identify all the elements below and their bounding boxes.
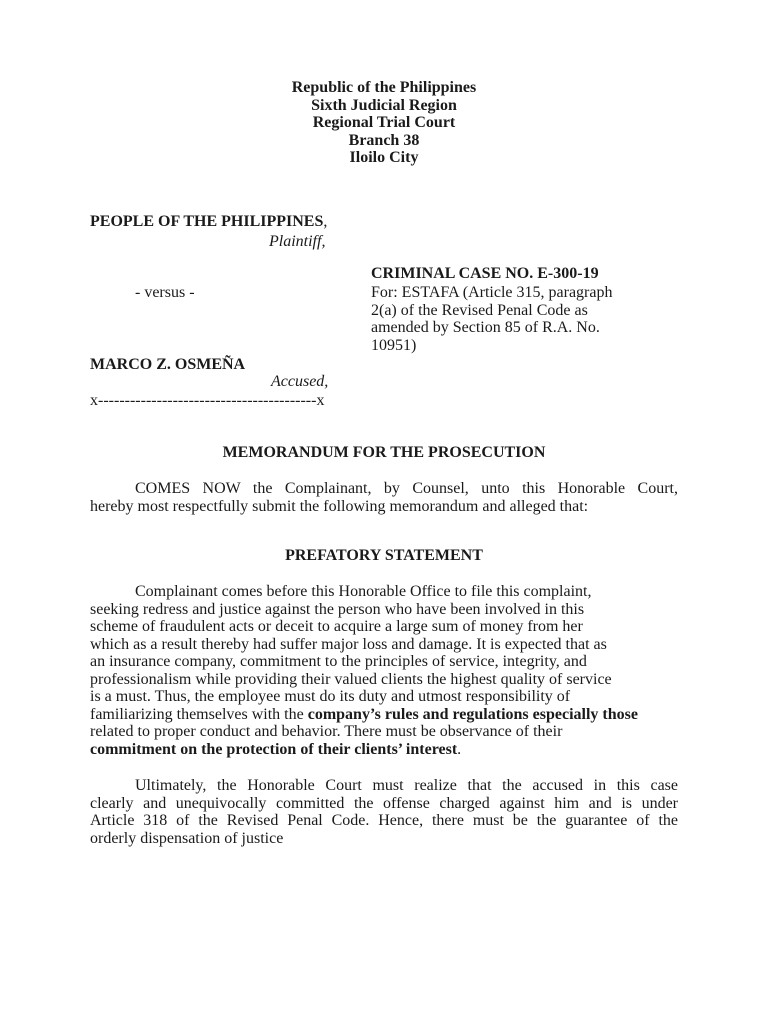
- paragraph-line: Article 318 of the Revised Penal Code. Hence, there must be the guarantee of the: [90, 812, 678, 829]
- intro-paragraph: [90, 480, 678, 515]
- prefatory-paragraph: [90, 583, 678, 758]
- court-header-line: Republic of the Philippines: [291, 79, 477, 96]
- accused-role: Accused,: [271, 373, 329, 390]
- plaintiff-name-text: PEOPLE OF THE PHILIPPINES: [90, 213, 324, 230]
- case-description-line: amended by Section 85 of R.A. No.: [371, 319, 600, 336]
- paragraph-line: professionalism while providing their valued clients the highest quality of service: [90, 670, 612, 688]
- paragraph-line: hereby most respectfully submit the following memorandum and alleged that:: [90, 497, 589, 515]
- court-header-line: Branch 38: [348, 131, 420, 149]
- prefatory-title: PREFATORY STATEMENT: [285, 547, 483, 564]
- ultimately-paragraph: [90, 777, 678, 847]
- case-description-line: 2(a) of the Revised Penal Code as: [371, 301, 588, 319]
- paragraph-line: which as a result thereby had suffer major loss and damage. It is expected that as: [90, 635, 607, 653]
- case-description-line: 10951): [371, 336, 417, 354]
- memo-title: MEMORANDUM FOR THE PROSECUTION: [222, 444, 546, 461]
- court-header-line: Iloilo City: [349, 149, 419, 166]
- paragraph-line: related to proper conduct and behavior. There must be observance of their: [90, 723, 563, 740]
- caption-divider: x-----------------------------------------x: [90, 392, 325, 409]
- versus-label: - versus -: [135, 284, 195, 301]
- plaintiff-role: Plaintiff,: [269, 233, 326, 250]
- line-text: familiarizing themselves with the: [90, 705, 308, 723]
- paragraph-line: Complainant comes before this Honorable Office to file this complaint,: [135, 583, 592, 600]
- court-header-line: Sixth Judicial Region: [311, 96, 457, 114]
- paragraph-line: an insurance company, commitment to the principles of service, integrity, and: [90, 653, 587, 670]
- plaintiff-comma: ,: [323, 213, 328, 230]
- paragraph-line: clearly and unequivocally committed the offense charged against him and is under: [90, 794, 678, 812]
- paragraph-line: is a must. Thus, the employee must do its duty and utmost responsibility of: [90, 688, 571, 705]
- paragraph-line: COMES NOW the Complainant, by Counsel, unto this Honorable Court,: [135, 480, 678, 497]
- paragraph-line: Ultimately, the Honorable Court must realize that the accused in this case: [135, 777, 678, 794]
- plaintiff-name: [90, 213, 327, 231]
- paragraph-line: seeking redress and justice against the person who have been involved in this: [90, 600, 585, 618]
- paragraph-line: [90, 706, 678, 724]
- case-description-line: For: ESTAFA (Article 315, paragraph: [371, 284, 613, 301]
- case-number: CRIMINAL CASE NO. E-300-19: [371, 265, 599, 282]
- accused-name: MARCO Z. OSMEÑA: [90, 356, 246, 373]
- court-header-line: Regional Trial Court: [312, 114, 456, 131]
- emphasis-text: commitment on the protection of their clients’ interest: [90, 740, 458, 758]
- emphasis-text: company’s rules and regulations especially those: [307, 705, 638, 723]
- court-header: [0, 79, 768, 167]
- paragraph-line: orderly dispensation of justice: [90, 829, 284, 847]
- paragraph-line: [90, 741, 678, 759]
- case-description: [371, 284, 671, 354]
- line-text: .: [457, 740, 462, 758]
- paragraph-line: scheme of fraudulent acts or deceit to acquire a large sum of money from her: [90, 618, 583, 635]
